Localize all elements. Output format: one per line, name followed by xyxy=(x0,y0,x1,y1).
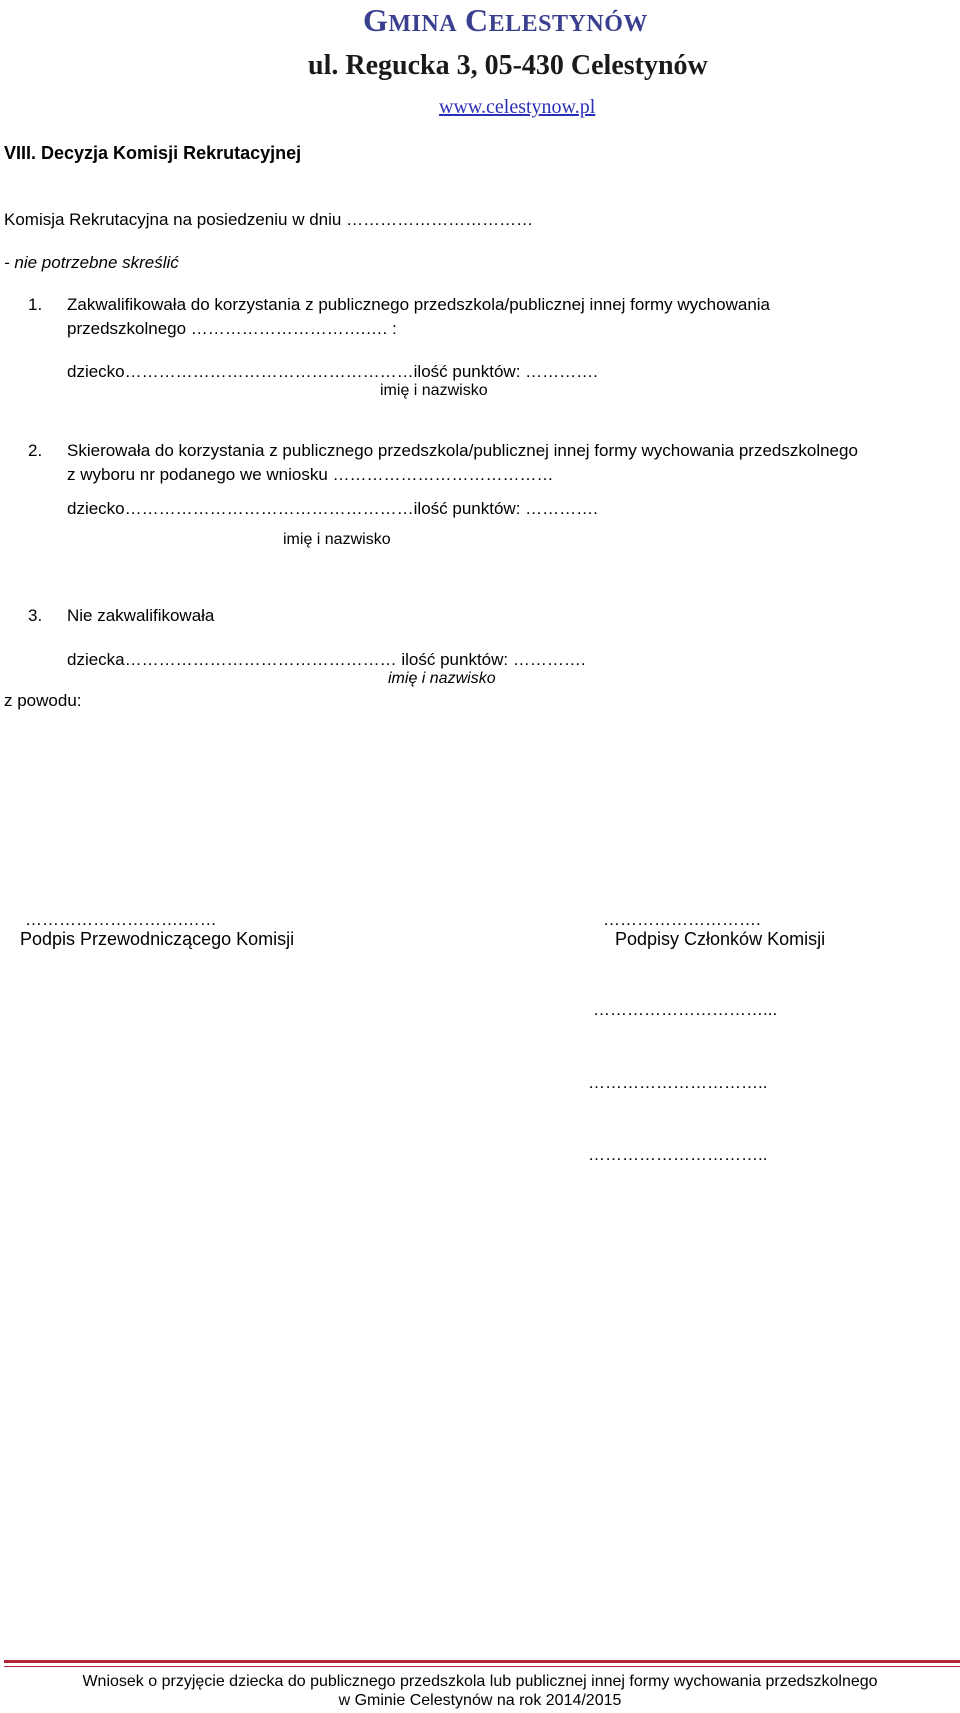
item-1-text-line1: Zakwalifikowała do korzystania z publicznego przedszkola/publicznej innej formy wychowania xyxy=(67,295,771,314)
item-2-text-line1: Skierowała do korzystania z publicznego przedszkola/publicznej innej formy wychowania przedszkolnego xyxy=(67,441,858,460)
members-signature-line: ………………………. xyxy=(603,910,761,929)
item-2-child-line: dziecko……………………………………………ilość punktów: …………. xyxy=(67,499,598,518)
item-1-name-caption: imię i nazwisko xyxy=(380,382,488,399)
municipality-title xyxy=(363,2,648,39)
item-3-text-line1: Nie zakwalifikowała xyxy=(67,606,215,625)
municipality-address: ul. Regucka 3, 05-430 Celestynów xyxy=(308,50,708,81)
chair-signature-label: Podpis Przewodniczącego Komisji xyxy=(20,929,295,949)
item-2-name-caption: imię i nazwisko xyxy=(283,531,391,548)
member-signature-line-2: ………………………….. xyxy=(588,1073,768,1092)
member-signature-line-3: ………………………….. xyxy=(588,1145,768,1164)
item-2-text-line2: z wyboru nr podanego we wniosku ………………………………… xyxy=(67,465,554,484)
item-3-name-caption: imię i nazwisko xyxy=(388,670,496,687)
item-1-child-line: dziecko……………………………………………ilość punktów: …………. xyxy=(67,362,598,381)
chair-signature-line: ……………………….…… xyxy=(25,910,217,929)
footer-line-1: Wniosek o przyjęcie dziecka do publicznego przedszkola lub publicznej innej formy wychowania przedszkolnego xyxy=(82,1673,878,1690)
members-signature-label: Podpisy Członków Komisji xyxy=(615,929,826,949)
title-initial-g: G xyxy=(363,2,389,38)
website-link[interactable]: www.celestynow.pl xyxy=(439,96,596,118)
footer-rule-thick xyxy=(4,1660,960,1663)
section-heading: VIII. Decyzja Komisji Rekrutacyjnej xyxy=(4,143,302,163)
footer-line-2: w Gminie Celestynów na rok 2014/2015 xyxy=(338,1692,622,1709)
item-3-number: 3. xyxy=(28,606,43,625)
title-part-mina: MINA xyxy=(388,11,458,37)
item-3-child-line: dziecka………………………………………… ilość punktów: …………. xyxy=(67,650,586,669)
strike-note: - nie potrzebne skreślić xyxy=(4,253,179,272)
title-initial-c: C xyxy=(465,2,489,38)
footer-rule-thin xyxy=(4,1666,960,1667)
meeting-date-line: Komisja Rekrutacyjna na posiedzeniu w dniu …………………………… xyxy=(4,210,534,229)
item-1-text-line2: przedszkolnego ………………………….…. : xyxy=(67,319,397,338)
title-part-elestynow: ELESTYNÓW xyxy=(488,11,648,37)
member-signature-line-1: …………………………... xyxy=(593,1000,778,1019)
item-3-reason-label: z powodu: xyxy=(4,691,82,710)
item-2-number: 2. xyxy=(28,441,43,460)
item-1-number: 1. xyxy=(28,295,43,314)
